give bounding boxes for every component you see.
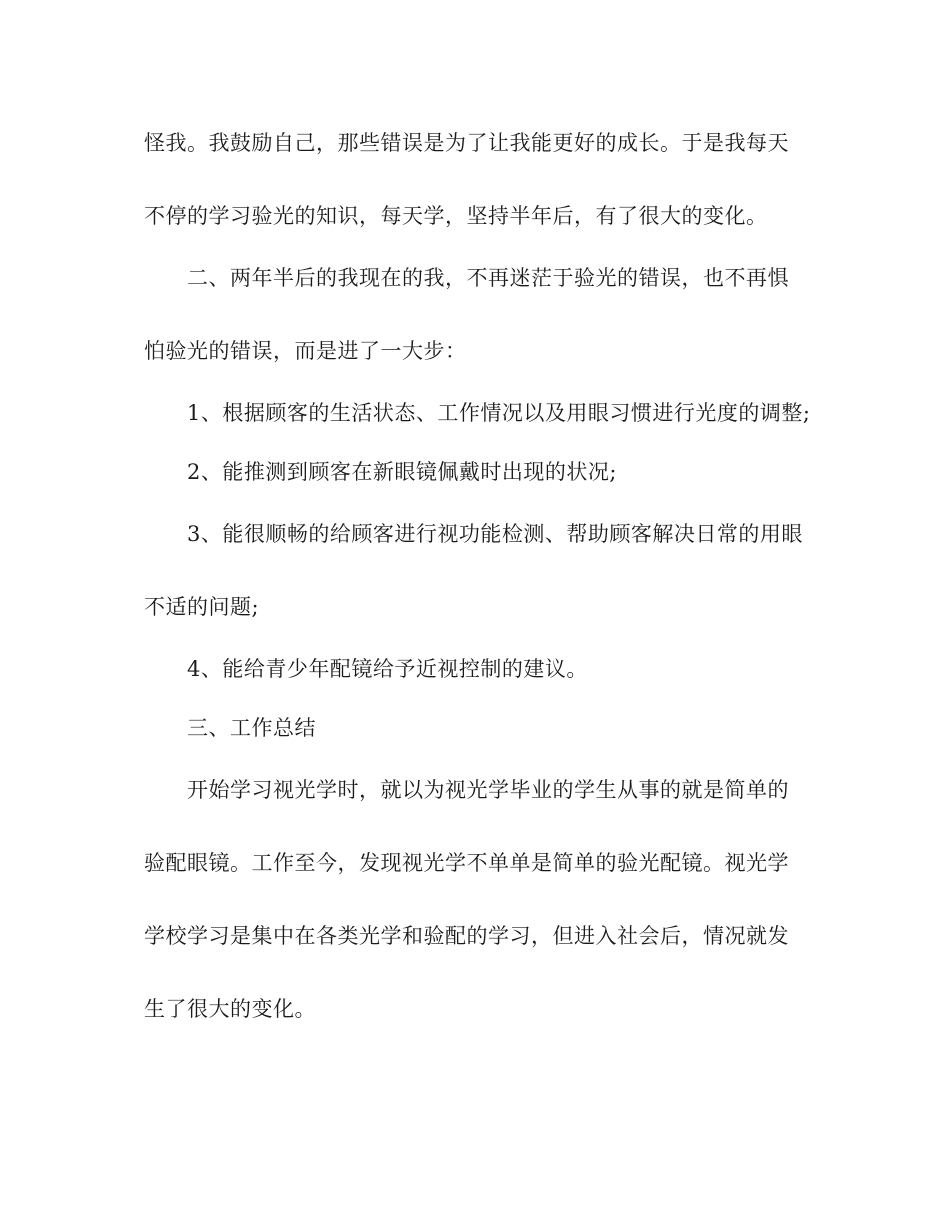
paragraph-line: 怕验光的错误，而是进了一大步： — [144, 339, 467, 363]
paragraph-line: 学校学习是集中在各类光学和验配的学习，但进入社会后，情况就发 — [144, 924, 789, 948]
paragraph-line: 怪我。我鼓励自己，那些错误是为了让我能更好的成长。于是我每天 — [144, 131, 789, 155]
list-item: 2、能推测到顾客在新眼镜佩戴时出现的状况; — [187, 460, 617, 484]
list-item: 4、能给青少年配镜给予近视控制的建议。 — [187, 657, 588, 681]
list-item-continuation: 不适的问题; — [144, 595, 260, 619]
paragraph-line: 开始学习视光学时，就以为视光学毕业的学生从事的就是简单的 — [187, 778, 789, 802]
list-item: 3、能很顺畅的给顾客进行视功能检测、帮助顾客解决日常的用眼 — [187, 522, 803, 546]
paragraph-line: 验配眼镜。工作至今，发现视光学不单单是简单的验光配镜。视光学 — [144, 851, 789, 875]
section-heading: 三、工作总结 — [187, 716, 316, 740]
list-item: 1、根据顾客的生活状态、工作情况以及用眼习惯进行光度的调整; — [187, 401, 811, 425]
section-heading-line: 二、两年半后的我现在的我，不再迷茫于验光的错误，也不再惧 — [187, 266, 789, 290]
paragraph-line: 不停的学习验光的知识，每天学，坚持半年后，有了很大的变化。 — [144, 204, 768, 228]
paragraph-line: 生了很大的变化。 — [144, 997, 316, 1021]
